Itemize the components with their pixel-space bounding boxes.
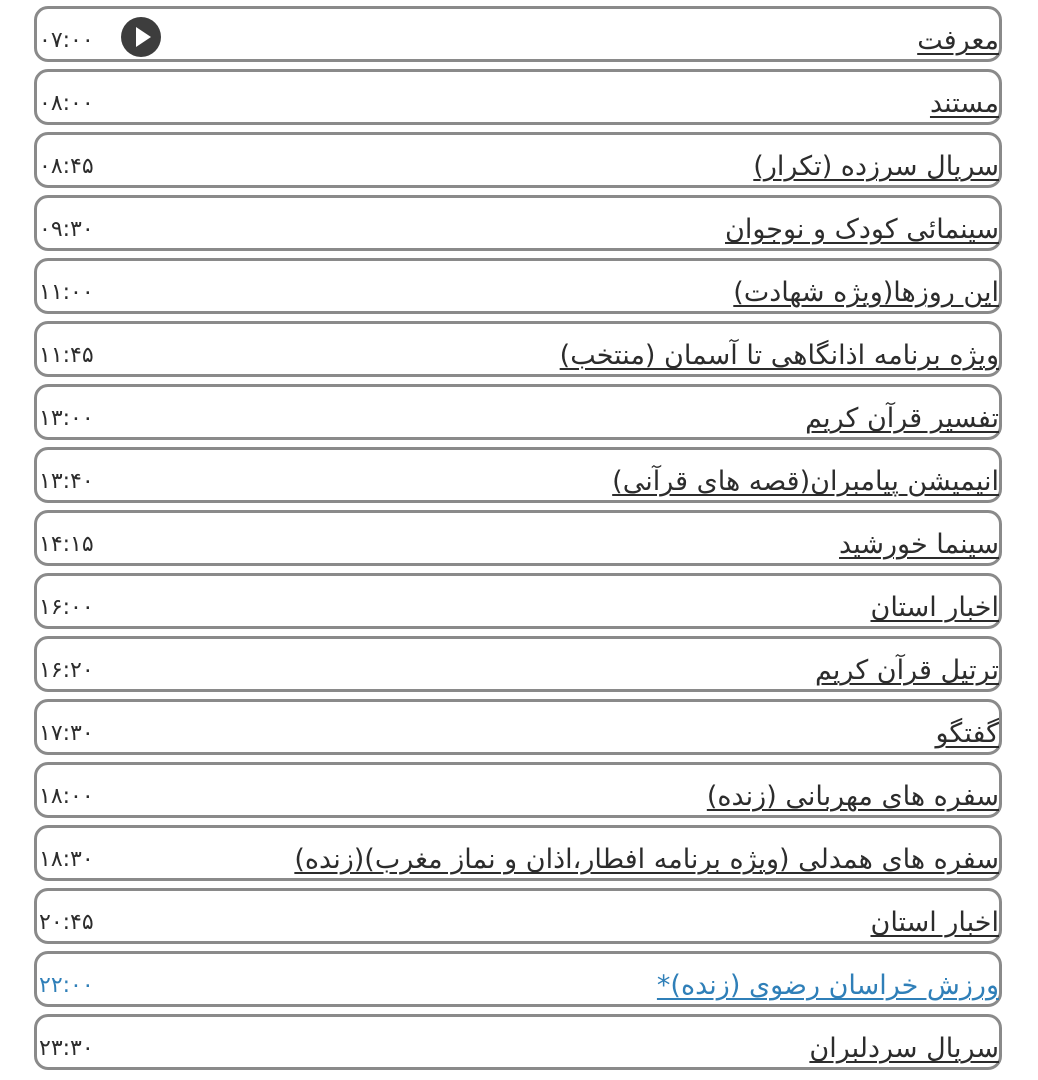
program-title[interactable]: سفره های مهربانی (زنده): [706, 781, 999, 812]
program-time: ۲۰:۴۵: [39, 910, 94, 935]
schedule-row[interactable]: [34, 825, 1002, 881]
program-title[interactable]: ترتیل قرآن کریم: [814, 655, 999, 686]
program-time: ۱۳:۴۰: [39, 469, 94, 494]
program-time: ۱۴:۱۵: [39, 532, 94, 557]
program-title[interactable]: انیمیشن پیامبران(قصه های قرآنی): [612, 466, 999, 497]
play-circle-icon[interactable]: [121, 17, 161, 57]
schedule-row[interactable]: [34, 888, 1002, 944]
schedule-row[interactable]: [34, 510, 1002, 566]
program-title[interactable]: سریال سردلبران: [809, 1033, 999, 1064]
schedule-row[interactable]: [34, 636, 1002, 692]
program-time: ۱۱:۴۵: [39, 343, 94, 368]
schedule-row[interactable]: [34, 195, 1002, 251]
program-time: ۲۳:۳۰: [39, 1036, 94, 1061]
program-title[interactable]: معرفت: [917, 25, 999, 56]
schedule-row[interactable]: [34, 384, 1002, 440]
program-time: ۲۲:۰۰: [39, 973, 94, 998]
schedule-row[interactable]: [34, 699, 1002, 755]
program-time: ۱۶:۰۰: [39, 595, 94, 620]
program-title[interactable]: مستند: [929, 88, 999, 119]
program-title[interactable]: اخبار استان: [870, 907, 999, 938]
program-time: ۱۳:۰۰: [39, 406, 94, 431]
schedule-row[interactable]: [34, 447, 1002, 503]
program-title[interactable]: اخبار استان: [870, 592, 999, 623]
program-title[interactable]: تفسیر قرآن کریم: [805, 403, 999, 434]
schedule-row[interactable]: [34, 258, 1002, 314]
program-time: ۱۸:۰۰: [39, 784, 94, 809]
schedule-row[interactable]: [34, 321, 1002, 377]
program-time: ۰۸:۴۵: [39, 154, 94, 179]
program-title[interactable]: سینمائی کودک و نوجوان: [725, 214, 999, 245]
schedule-row[interactable]: [34, 6, 1002, 62]
schedule-row-current[interactable]: [34, 951, 1002, 1007]
program-time: ۱۸:۳۰: [39, 847, 94, 872]
program-title[interactable]: گفتگو: [935, 718, 999, 749]
schedule-row[interactable]: [34, 1014, 1002, 1070]
schedule-row[interactable]: [34, 132, 1002, 188]
program-time: ۱۱:۰۰: [39, 280, 94, 305]
program-title[interactable]: سریال سرزده (تکرار): [753, 151, 999, 182]
program-title[interactable]: ویژه برنامه اذانگاهی تا آسمان (منتخب): [559, 340, 999, 371]
program-title[interactable]: این روزها(ویژه شهادت): [733, 277, 999, 308]
schedule-row[interactable]: [34, 573, 1002, 629]
schedule-row[interactable]: [34, 69, 1002, 125]
program-time: ۰۷:۰۰: [39, 28, 94, 53]
program-time: ۰۸:۰۰: [39, 91, 94, 116]
program-time: ۱۷:۳۰: [39, 721, 94, 746]
program-title[interactable]: سینما خورشید: [839, 529, 999, 560]
program-time: ۰۹:۳۰: [39, 217, 94, 242]
program-title[interactable]: ورزش خراسان رضوی (زنده)*: [656, 970, 999, 1001]
program-time: ۱۶:۲۰: [39, 658, 94, 683]
program-title[interactable]: سفره های همدلی (ویژه برنامه افطار،اذان و نماز مغرب)(زنده): [294, 844, 999, 875]
schedule-row[interactable]: [34, 762, 1002, 818]
